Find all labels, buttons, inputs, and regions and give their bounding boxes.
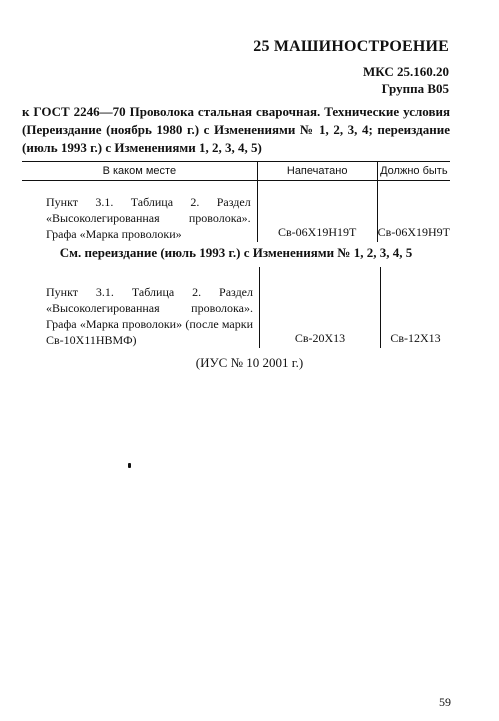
cell-printed: Св-20Х13 <box>260 267 381 348</box>
group-code: Группа В05 <box>381 81 449 96</box>
cell-place: Пункт 3.1. Таблица 2. Раздел «Высоколегированная проволока». Графа «Марка проволоки» (после марки Св-10Х11НВМФ) <box>46 285 253 347</box>
document-title: к ГОСТ 2246—70 Проволока стальная сварочная. Технические условия (Переиздание (ноябрь 1980 г.) с Изменениями № 1, 2, 3, 4; переиздание (июль 1993 г.) с Изменениями 1, 2, 3, 4, 5) <box>22 104 450 155</box>
cell-place: Пункт 3.1. Таблица 2. Раздел «Высоколегированная проволока». Графа «Марка проволоки» <box>46 195 251 241</box>
stray-mark <box>128 463 131 468</box>
classification-block <box>363 63 449 97</box>
page-number: 59 <box>439 695 451 709</box>
amendment-table-2 <box>22 267 450 348</box>
table-row <box>22 267 450 348</box>
header-should-be: Должно быть <box>377 162 450 181</box>
table-row <box>22 181 450 243</box>
subheading: См. переиздание (июль 1993 г.) с Изменениями № 1, 2, 3, 4, 5 <box>59 245 413 260</box>
table-header-row <box>22 162 450 181</box>
header-printed: Напечатано <box>257 162 377 181</box>
cell-should-be: Св-12Х13 <box>381 267 451 348</box>
cell-should-be: Св-06Х19Н9Т <box>377 181 450 243</box>
header-where: В каком месте <box>22 162 257 181</box>
ius-reference: (ИУС № 10 2001 г.) <box>195 355 304 370</box>
cell-printed: Св-06Х19Н19Т <box>257 181 377 243</box>
mks-code: МКС 25.160.20 <box>362 64 449 79</box>
amendment-table-1 <box>22 161 450 242</box>
section-header: 25 МАШИНОСТРОЕНИЕ <box>253 38 449 55</box>
